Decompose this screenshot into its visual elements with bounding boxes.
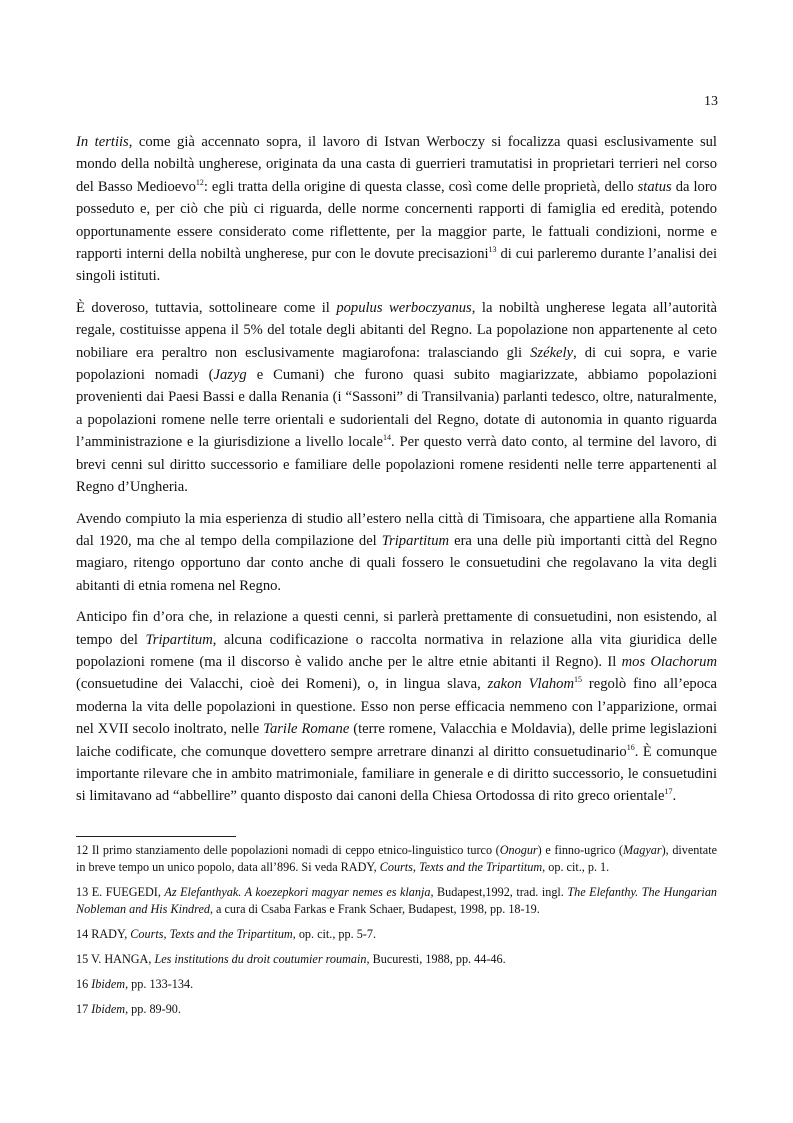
italic-text: Courts, Texts and the Tripartitum [379, 860, 543, 874]
text-run: Avendo compiuto la mia esperienza di studio all’estero nella città di Timisoara, che appartiene alla Romania dal 1920, ma che al tempo della compilazione del [76, 510, 717, 549]
text-run: 14 RADY, [76, 927, 131, 941]
text-run: , a cura di Csaba Farkas e Frank Schaer, Budapest, 1998, pp. 18-19. [209, 902, 540, 916]
footnote [76, 1001, 717, 1018]
text-run: (consuetudine dei Valacchi, cioè dei Romeni), o, in lingua slava, [76, 676, 488, 693]
text-run: 16 [76, 977, 92, 991]
footnote-ref: 13 [488, 245, 497, 255]
footnote-ref: 12 [195, 177, 204, 187]
italic-text: Ibidem [91, 1002, 126, 1016]
text-run: 15 V. HANGA, [76, 952, 155, 966]
italic-text: Magyar [623, 843, 662, 857]
italic-text: Az Elefanthyak. A koezepkori magyar nemes es klanja, [164, 885, 434, 899]
text-run: ), diventate in breve tempo un unico popolo, data all’896. Si veda RADY, [76, 843, 717, 874]
text-run: , op. cit., pp. 5-7. [292, 927, 376, 941]
italic-text: Onogur [499, 843, 538, 857]
paragraph [76, 508, 717, 598]
italic-text: In tertiis [76, 134, 129, 150]
italic-text: zakon Vlahom [487, 676, 574, 693]
text-run: , la nobiltà ungherese legata all’autorità regale, costituisse appena il 5% del totale degli abitanti del Regno. La popolazione non appartenente al ceto nobiliare era peraltro non esclusivamente magiarofona: tralasciando gli [76, 299, 717, 361]
text-run: È doveroso, tuttavia, sottolineare come il [76, 299, 337, 316]
text-run: , Bucuresti, 1988, pp. 44-46. [366, 952, 506, 966]
text-run: ) e finno-ugrico ( [537, 843, 623, 857]
italic-text: Les institutions du droit coutumier roumain [154, 952, 367, 966]
text-run: 12 Il primo stanziamento delle popolazioni nomadi di ceppo etnico-linguistico turco ( [76, 843, 500, 857]
footnote [76, 976, 717, 993]
italic-text: Ibidem [91, 977, 126, 991]
body-text [76, 131, 717, 817]
italic-text: Tripartitum [381, 532, 450, 549]
footnote-ref: 14 [383, 433, 392, 443]
text-run: , pp. 89-90. [125, 1002, 181, 1016]
paragraph [76, 131, 717, 288]
text-run: era una delle più importanti città del Regno magiaro, ritengo opportuno dar conto anche di quali fossero le consuetudini che regolavano la vita degli abitanti di etnia romena nel Regno. [76, 532, 717, 594]
italic-text: populus werboczyanus [336, 299, 472, 316]
text-run: Budapest,1992, trad. ingl. [433, 885, 568, 899]
text-run: . [672, 788, 677, 805]
italic-text: status [637, 178, 672, 195]
text-run: . Per questo verrà dato conto, al termine del lavoro, di brevi cenni sul diritto successorio e familiare delle popolazioni romene residenti nelle terre appartenenti al Regno d’Ungheria. [76, 434, 717, 496]
text-run: (terre romene, Valacchia e Moldavia), delle prime legislazioni laiche codificate, che comunque dovettero sempre arretrare dinanzi al diritto consuetudinario [76, 721, 718, 760]
italic-text: Tarile Romane [263, 721, 350, 738]
footnote [76, 884, 717, 918]
text-run: Anticipo fin d’ora che, in relazione a questi cenni, si parlerà prettamente di consuetudini, non esistendo, al tempo del [76, 609, 717, 648]
footnote-ref: 16 [626, 742, 635, 752]
footnote [76, 926, 717, 943]
text-run: , pp. 133-134. [125, 977, 194, 991]
footnote-ref: 17 [664, 787, 673, 797]
text-run: 17 [76, 1002, 92, 1016]
italic-text: mos Olachorum [621, 653, 717, 670]
text-run: , op. cit., p. 1. [542, 860, 610, 874]
italic-text: Jazyg [213, 367, 247, 384]
text-run: : egli tratta della origine di questa classe, così come delle proprietà, dello [203, 178, 638, 195]
footnotes [76, 842, 717, 1026]
footnote [76, 951, 717, 968]
text-run: da loro posseduto e, per ciò che più ci riguarda, delle norme concernenti rapporti di famiglia ed eredità, potendo opportunamente essere considerato come riflettente, per la maggior parte, le fattuali condizioni, norme e rapporti interni della nobiltà ungherese, pur con le dovute precisazioni [76, 178, 717, 263]
paragraph [76, 297, 717, 499]
italic-text: Tripartitum [145, 631, 213, 648]
italic-text: The Elefanthy. The Hungarian Nobleman and His Kindred [76, 885, 718, 916]
footnote-ref: 15 [574, 675, 582, 685]
paragraph [76, 606, 717, 808]
text-run: , come già accennato sopra, il lavoro di Istvan Werboczy si focalizza quasi esclusivamente sul mondo della nobiltà ungherese, originata da una casta di guerrieri tramutatisi in proprietari terrieri nel corso del Basso Medioevo [76, 134, 717, 195]
text-run: 13 E. FUEGEDI, [76, 885, 165, 899]
italic-text: Courts, Texts and the Tripartitum [130, 927, 293, 941]
text-run: , di cui sopra, e varie popolazioni nomadi ( [76, 344, 717, 384]
page-number: 13 [704, 94, 718, 109]
footnote [76, 842, 717, 876]
text-run: regolò fino all’epoca moderna la vita delle popolazioni in questione. Esso non perse efficacia nemmeno con l’apparizione, ormai nel XVII secolo inoltrato, nelle [76, 676, 717, 738]
text-run: . È comunque importante rilevare che in ambito matrimoniale, familiare in generale e di diritto successorio, le consuetudini si limitavano ad “abbellire” quanto disposto dai canoni della Chiesa Ortodossa di rito greco orientale [76, 743, 717, 805]
text-run: di cui parleremo durante l’analisi dei singoli istituti. [76, 246, 717, 285]
text-run: , alcuna codificazione o raccolta normativa in relazione alla vita giuridica delle popolazioni romene (ma il discorso è valido anche per le altre etnie abitanti il Regno). Il [76, 631, 717, 670]
italic-text: Székely [530, 344, 574, 361]
footnote-divider [76, 836, 236, 837]
text-run: e Cumani) che furono quasi subito magiarizzate, abbiamo popolazioni provenienti dai Paesi Bassi e dalla Renania (i “Sassoni” di Transilvania) parlanti tedesco, oltre, naturalmente, a popolazioni romene nelle terre orientali e sudorientali del Regno, dotate di autonomia in quanto riguarda l’amministrazione e la giurisdizione a livello locale [76, 367, 717, 451]
